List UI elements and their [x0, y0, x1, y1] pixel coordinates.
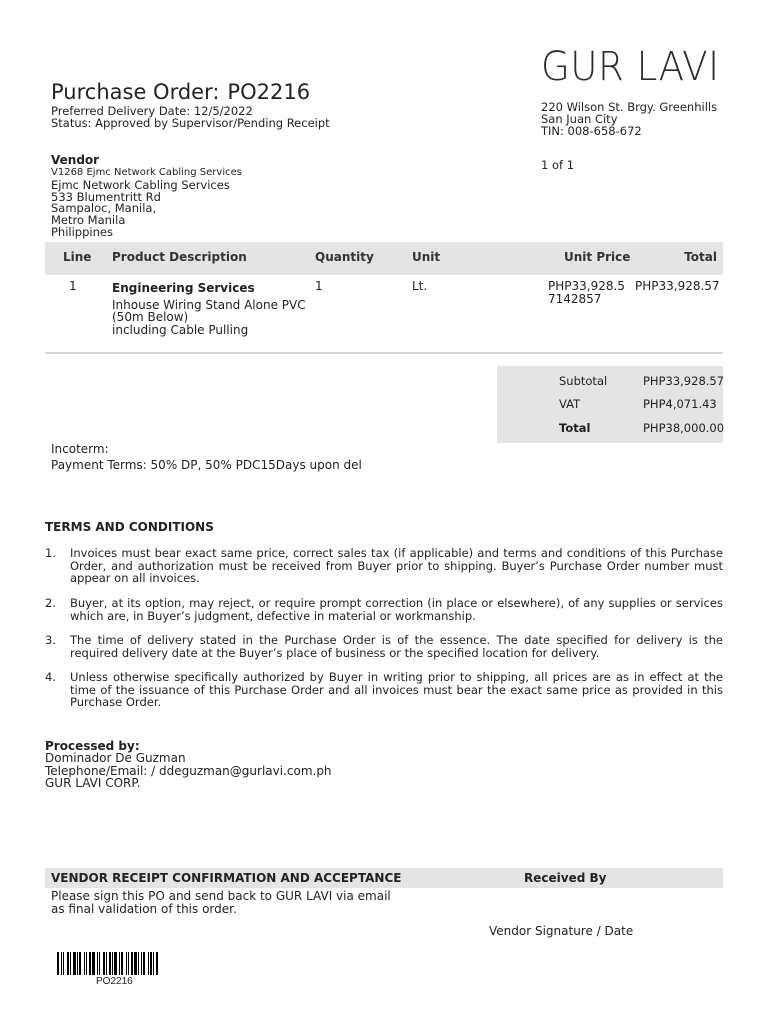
vendor-street: 533 Blumentritt Rd [51, 190, 161, 204]
term-text: The time of delivery stated in the Purchase Order is of the essence. The date specified for delivery is the required delivery date at the Buyer’s place of business or the specified location for delivery. [70, 633, 723, 660]
vendor-signature-label: Vendor Signature / Date [489, 924, 634, 938]
total-value: PHP38,000.00 [643, 421, 725, 435]
page-title [51, 80, 310, 104]
vendor-country: Philippines [51, 225, 113, 239]
row-unit-price [548, 280, 625, 305]
title-label: Purchase Order: [51, 80, 220, 104]
received-by-label: Received By [524, 871, 607, 885]
vendor-region: Metro Manila [51, 213, 126, 227]
row-product: Engineering Services [112, 281, 255, 295]
row-unit-price-part2: 7142857 [548, 291, 602, 306]
vendor-label: Vendor [51, 153, 100, 167]
subtotal-row [497, 374, 723, 397]
receipt-instruction-2: as final validation of this order. [51, 902, 237, 916]
incoterm: Incoterm: [51, 442, 109, 456]
header-description: Product Description [112, 250, 247, 264]
page-number: 1 of 1 [541, 158, 575, 172]
vat-value: PHP4,071.43 [643, 397, 717, 411]
po-number: PO2216 [227, 80, 311, 104]
row-line: 1 [69, 279, 77, 293]
row-desc-3: including Cable Pulling [112, 322, 249, 337]
processed-label: Processed by: [45, 739, 140, 753]
vendor-name: Ejmc Network Cabling Services [51, 178, 230, 192]
term-number: 4. [45, 670, 56, 684]
row-quantity: 1 [315, 279, 323, 293]
barcode-label: PO2216 [96, 976, 133, 987]
header-line: Line [63, 250, 92, 264]
row-desc-1: Inhouse Wiring Stand Alone PVC [112, 297, 306, 312]
processed-company: GUR LAVI CORP. [45, 776, 141, 790]
payment-terms: Payment Terms: 50% DP, 50% PDC15Days upon del [51, 458, 362, 472]
vat-row [497, 397, 723, 420]
company-address-line2: San Juan City [541, 112, 618, 126]
header-total: Total [684, 250, 717, 264]
totals-box [497, 366, 723, 443]
items-table-header [45, 242, 723, 275]
company-tin: TIN: 008-658-672 [541, 124, 642, 138]
row-unit-price-part1: PHP33,928.5 [548, 279, 625, 293]
processed-name: Dominador De Guzman [45, 751, 186, 765]
row-total: PHP33,928.57 [635, 279, 720, 293]
po-status: Status: Approved by Supervisor/Pending Receipt [51, 116, 330, 130]
table-row [45, 275, 723, 354]
preferred-delivery: Preferred Delivery Date: 12/5/2022 [51, 104, 253, 118]
vendor-code: V1268 Ejmc Network Cabling Services [51, 167, 242, 178]
term-text: Invoices must bear exact same price, correct sales tax (if applicable) and terms and conditions of this Purchase Order, and authorization must be received from Buyer prior to shipping. Buyer’s Purchase Order number must appear on all invoices. [70, 546, 723, 585]
row-desc-2: (50m Below) [112, 310, 189, 324]
vendor-district: Sampaloc, Manila, [51, 201, 157, 215]
row-unit: Lt. [412, 279, 428, 293]
term-text: Unless otherwise specifically authorized by Buyer in writing prior to shipping, all prices are as in effect at the time of the issuance of this Purchase Order and all invoices must bear the exact same price as provided in this Purchase Order. [70, 670, 723, 709]
receipt-title: VENDOR RECEIPT CONFIRMATION AND ACCEPTANCE [51, 871, 402, 885]
subtotal-value: PHP33,928.57 [643, 374, 725, 388]
term-text: Buyer, at its option, may reject, or require prompt correction (in place or elsewhere), of any supplies or services which are, in Buyer’s judgment, defective in material or workmanship. [70, 596, 723, 623]
header-quantity: Quantity [315, 250, 374, 264]
row-description [112, 282, 306, 336]
processed-contact: Telephone/Email: / ddeguzman@gurlavi.com.ph [45, 764, 332, 778]
terms-title: TERMS AND CONDITIONS [45, 520, 214, 534]
header-unit: Unit [412, 250, 441, 264]
term-number: 1. [45, 546, 56, 560]
barcode [57, 952, 171, 975]
total-label: Total [559, 421, 591, 435]
vat-label: VAT [559, 397, 581, 411]
subtotal-label: Subtotal [559, 374, 608, 388]
receipt-header [45, 868, 723, 888]
company-logo: GUR LAVI [541, 44, 720, 90]
header-unit-price: Unit Price [564, 250, 631, 264]
total-row [497, 421, 723, 444]
term-number: 3. [45, 633, 56, 647]
receipt-instruction-1: Please sign this PO and send back to GUR LAVI via email [51, 889, 391, 903]
company-address-line1: 220 Wilson St. Brgy. Greenhills [541, 100, 718, 114]
term-number: 2. [45, 596, 56, 610]
